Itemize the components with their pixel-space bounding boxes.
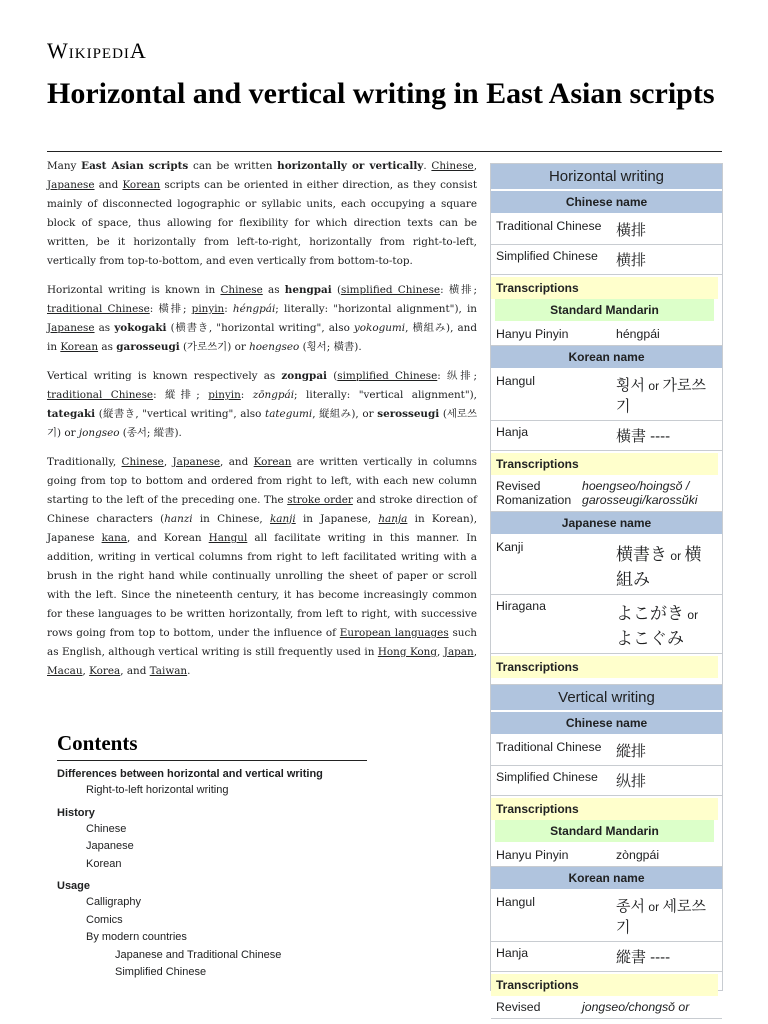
text-run: East Asian scripts <box>81 160 189 172</box>
text-run: (가로쓰기) or <box>179 341 250 353</box>
label[interactable]: Simplified Chinese <box>496 770 598 784</box>
text-run: and stroke direction of Chinese characters ( <box>47 494 477 525</box>
infobox-header: Vertical writing <box>491 685 722 712</box>
row-kanji <box>491 536 722 595</box>
text-run: (종서; 縱書). <box>119 427 182 439</box>
text-run: , and Korean <box>126 532 209 544</box>
standard-mandarin-header[interactable]: Standard Mandarin <box>495 820 714 842</box>
page-title: Horizontal and vertical writing in East Asian scripts <box>47 77 715 110</box>
toc-item[interactable]: Japanese and Traditional Chinese <box>115 948 282 961</box>
value: 横書き <box>616 545 667 564</box>
value: よこがき <box>616 604 684 623</box>
text-run: as <box>262 284 285 296</box>
text-run: ( <box>331 284 342 296</box>
toc-item[interactable]: Calligraphy <box>86 896 142 908</box>
article-link[interactable]: kana <box>101 532 127 544</box>
toc-item[interactable]: Usage <box>57 880 91 892</box>
text-run: garosseugi <box>116 341 180 353</box>
text-run: scripts can be oriented in either direction, as they consist mainly of disconnected logographic or syllabic units, each occupying a square block of space, thus allowing for flexibility for which direction texts can be written, be it horizontally from left-to-right, horizontally from right-to-left, vertically from top-to-bottom, and even vertically from bottom-to-top. <box>47 179 477 267</box>
article-link[interactable]: Japanese <box>47 322 95 334</box>
row-traditional <box>491 215 722 245</box>
paragraph-horizontal <box>47 281 477 357</box>
or-text: or <box>687 608 699 622</box>
text-run: can be written <box>188 160 278 172</box>
toc-title: Contents <box>57 731 138 755</box>
value: zòngpái <box>616 848 660 862</box>
article-link[interactable]: Macau <box>47 665 83 677</box>
label[interactable]: Traditional Chinese <box>496 740 602 754</box>
value: 횡서 <box>616 377 645 394</box>
article-link[interactable]: traditional Chinese <box>47 389 154 401</box>
label[interactable]: Traditional Chinese <box>496 219 602 233</box>
label[interactable]: Hangul <box>496 374 535 388</box>
paragraph-intro <box>47 157 477 271</box>
row-hangul <box>491 891 722 942</box>
text-run: , <box>82 665 90 677</box>
article-link[interactable]: Japanese <box>172 456 221 468</box>
text-run: such as English, although vertical writing is still frequently used in <box>47 627 478 658</box>
toc-item[interactable]: Korean <box>86 857 122 870</box>
text-run: : <box>240 389 253 401</box>
infobox-header: Horizontal writing <box>491 164 722 191</box>
text-run: ; literally: "horizontal alignment"), in <box>275 303 478 315</box>
value-alt: 가로쓰기 <box>616 377 706 415</box>
value-alt: 横組み <box>616 545 702 589</box>
value-alt: よこぐみ <box>616 629 684 648</box>
text-run: in Korean), Japanese <box>47 513 477 544</box>
text-run: , <box>473 646 477 658</box>
logo-first-letter: W <box>47 38 69 63</box>
infobox-vertical <box>490 684 723 1014</box>
row-traditional <box>491 736 722 766</box>
text-run: : 橫排; <box>149 303 192 315</box>
text-run: , and <box>120 665 150 677</box>
text-run: , 横組み), and in <box>47 322 477 353</box>
article-link[interactable]: Korean <box>122 179 161 191</box>
title-divider <box>47 151 722 152</box>
transcriptions-header: Transcriptions <box>491 453 718 475</box>
value: 종서 <box>616 898 645 915</box>
or-text: or <box>648 379 660 393</box>
text-run: are written vertically in columns going from top to bottom and ordered from right to left, with each new column starting to the left of the preceding one. The <box>47 456 477 506</box>
article-link[interactable]: Taiwan <box>149 665 188 677</box>
toc-item[interactable]: By modern countries <box>86 931 187 943</box>
value: 橫書 ---- <box>616 428 671 445</box>
text-run: tategaki <box>47 408 96 420</box>
text-run: (횡서; 橫書). <box>299 341 362 353</box>
text-run: , and <box>220 456 254 468</box>
text-run: and <box>94 179 123 191</box>
wikipedia-logo[interactable] <box>47 38 147 64</box>
text-run: : 横排; <box>440 284 477 296</box>
text-run: as <box>94 322 115 334</box>
row-hiragana <box>491 595 722 654</box>
value: 横排 <box>616 252 647 269</box>
text-run: : 縱排; <box>153 389 209 401</box>
value: 縱排 <box>616 743 647 760</box>
article-link[interactable]: Korea <box>89 665 121 677</box>
section-korean-name: Korean name <box>491 867 722 891</box>
value: hoengseo/hoingsŏ / garosseugi/karossŭki <box>582 479 698 507</box>
transcriptions-header: Transcriptions <box>491 974 718 996</box>
article-link[interactable]: Hong Kong <box>377 646 438 658</box>
row-revised-romanization <box>491 475 722 512</box>
section-chinese-name: Chinese name <box>491 191 722 215</box>
value: jongseo/chongsŏ or <box>582 1000 690 1014</box>
article-link[interactable]: Japan <box>443 646 474 658</box>
text-run: (縦書き, "vertical writing", also <box>95 408 266 420</box>
section-japanese-name: Japanese name <box>491 512 722 536</box>
or-text: or <box>670 549 682 563</box>
text-run: ; literally: "vertical alignment"), <box>294 389 477 401</box>
label[interactable]: Kanji <box>496 540 524 554</box>
label[interactable]: Hanja <box>496 946 529 960</box>
transcriptions-header: Transcriptions <box>491 798 718 820</box>
article-link[interactable]: Chinese <box>121 456 164 468</box>
article-link[interactable]: Korean <box>253 456 292 468</box>
text-run: , <box>163 456 173 468</box>
text-run: yokogaki <box>114 322 167 334</box>
toc-item[interactable]: Differences between horizontal and vertical writing <box>57 768 323 780</box>
infobox-horizontal <box>490 163 723 716</box>
label[interactable]: Hanyu Pinyin <box>496 327 569 341</box>
article-link[interactable]: simplified Chinese <box>341 284 441 296</box>
text-run: in Chinese, <box>192 513 270 525</box>
row-simplified <box>491 245 722 275</box>
paragraph-vertical <box>47 367 477 443</box>
toc-divider <box>57 760 367 761</box>
section-korean-name: Korean name <box>491 346 722 370</box>
value: 纵排 <box>616 773 647 790</box>
text-run: hoengseo <box>249 341 300 353</box>
value: héngpái <box>616 327 660 341</box>
toc-item[interactable]: Japanese <box>86 840 134 852</box>
article-link[interactable]: stroke order <box>287 494 353 506</box>
text-run: horizontally or vertically <box>277 160 424 172</box>
text-run: Vertical writing is known respectively as <box>47 370 282 382</box>
text-run: yokogumi <box>353 322 406 334</box>
article-link[interactable]: kanji <box>269 513 296 525</box>
row-revised-romanization <box>491 996 722 1019</box>
text-run: , <box>437 646 444 658</box>
label[interactable]: Hanja <box>496 425 529 439</box>
article-link[interactable]: Korean <box>60 341 99 353</box>
text-run: zongpai <box>281 370 328 382</box>
text-run: , 縦組み), or <box>312 408 378 420</box>
article-link[interactable]: pinyin <box>208 389 241 401</box>
logo-last-letter: A <box>129 38 147 63</box>
row-pinyin <box>491 844 722 867</box>
text-run: tategumi <box>265 408 313 420</box>
text-run: zōngpái <box>252 389 295 401</box>
label[interactable]: Simplified Chinese <box>496 249 598 263</box>
row-hanja <box>491 421 722 451</box>
article-link[interactable]: pinyin <box>191 303 225 315</box>
text-run: serosseugi <box>377 408 440 420</box>
or-text: or <box>648 900 660 914</box>
text-run: hanzi <box>164 513 193 525</box>
article-link[interactable]: Chinese <box>220 284 263 296</box>
article-link[interactable]: European languages <box>339 627 449 639</box>
text-run: all facilitate writing in this manner. In addition, writing in vertical columns from right to left facilitated writing with a brush in the right hand while continually unrolling the sheet of paper or scroll with the left. Since the nineteenth century, it has become increasingly common for these languages to be written horizontally, from left to right, with successive rows going from top to bottom, under the influence of <box>47 532 477 639</box>
transcriptions-header: Transcriptions <box>491 277 718 299</box>
text-run: (横書き, "horizontal writing", also <box>166 322 354 334</box>
value: 縱書 ---- <box>616 949 671 966</box>
transcriptions-header: Transcriptions <box>491 656 718 678</box>
value: 橫排 <box>616 222 647 239</box>
text-run: héngpái <box>232 303 276 315</box>
text-run: : <box>224 303 233 315</box>
text-run: : 纵排; <box>437 370 478 382</box>
paragraph-traditional <box>47 453 477 681</box>
table-of-contents <box>47 731 377 982</box>
toc-item[interactable]: Comics <box>86 913 123 926</box>
article-link[interactable]: traditional Chinese <box>47 303 150 315</box>
text-run: . <box>187 665 191 677</box>
row-simplified <box>491 766 722 796</box>
text-run: , <box>473 160 478 172</box>
text-run: in Japanese, <box>295 513 379 525</box>
toc-item[interactable]: Chinese <box>86 822 127 835</box>
text-run: Traditionally, <box>47 456 122 468</box>
toc-list <box>47 767 377 982</box>
label[interactable]: Revised <box>496 1000 541 1014</box>
article-body <box>47 157 477 691</box>
text-run: ( <box>327 370 338 382</box>
text-run: jongseo <box>78 427 120 439</box>
section-chinese-name: Chinese name <box>491 712 722 736</box>
row-pinyin <box>491 323 722 346</box>
toc-item[interactable]: Simplified Chinese <box>115 966 207 978</box>
article-link[interactable]: Japanese <box>47 179 95 191</box>
text-run: hengpai <box>284 284 332 296</box>
row-hanja <box>491 942 722 972</box>
value-alt: 세로쓰기 <box>616 898 706 936</box>
text-run: Many <box>47 160 82 172</box>
article-link[interactable]: Hangul <box>208 532 248 544</box>
label[interactable]: Hangul <box>496 895 535 909</box>
label[interactable]: Hanyu Pinyin <box>496 848 569 862</box>
label[interactable]: Revised Romanization <box>496 479 572 507</box>
standard-mandarin-header[interactable]: Standard Mandarin <box>495 299 714 321</box>
text-run: (세로쓰기) or <box>47 408 478 439</box>
toc-item[interactable]: Right-to-left horizontal writing <box>86 784 229 796</box>
article-link[interactable]: hanja <box>378 513 408 525</box>
logo-middle: ikipedi <box>68 38 130 63</box>
article-link[interactable]: Chinese <box>431 160 474 172</box>
label[interactable]: Hiragana <box>496 599 546 613</box>
article-link[interactable]: simplified Chinese <box>337 370 438 382</box>
text-run: Horizontal writing is known in <box>47 284 221 296</box>
text-run: . <box>423 160 432 172</box>
text-run: as <box>98 341 117 353</box>
row-hangul <box>491 370 722 421</box>
toc-item[interactable]: History <box>57 806 95 819</box>
